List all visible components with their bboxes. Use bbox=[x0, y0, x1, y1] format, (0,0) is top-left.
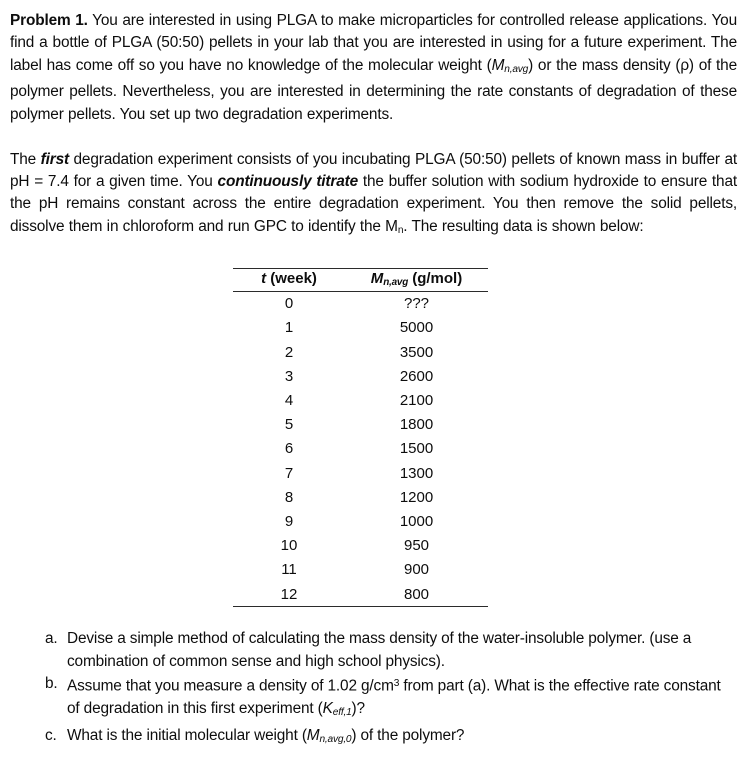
paragraph2-text-c: the buffer solution with sodium hydroxide to ensure that the pH remains constant across the entire degradation experiment. You then remove the solid pellets, dissolve them in chloroform and run GPC to identify the M bbox=[10, 173, 738, 235]
cell-molecular-weight: 1300 bbox=[399, 464, 434, 482]
question-b-superscript-cubed: 3 bbox=[393, 678, 400, 690]
table-row bbox=[233, 534, 488, 558]
cell-molecular-weight: 2600 bbox=[399, 367, 434, 385]
paragraph2-text-d: . The resulting data is shown below: bbox=[403, 217, 644, 235]
cell-molecular-weight: 3500 bbox=[399, 343, 434, 361]
problem-statement-paragraph bbox=[10, 10, 737, 126]
cell-time: 6 bbox=[284, 440, 294, 458]
paragraph1-symbol-mn-subscript: n,avg bbox=[504, 64, 529, 76]
question-c-symbol-mn: M bbox=[306, 726, 320, 744]
paragraph1-text-b: ) or the mass density (ρ) of the polymer pellets. Nevertheless, you are interested in determining the rate constants of degradation of these polymer pellets. You set up two degradation experiments. bbox=[10, 56, 737, 123]
question-text-b bbox=[67, 673, 737, 725]
table-header bbox=[233, 268, 488, 291]
question-c-text-b: ) of the polymer? bbox=[351, 726, 465, 744]
cell-molecular-weight: 800 bbox=[345, 582, 488, 607]
cell-molecular-weight: 950 bbox=[403, 537, 430, 555]
table-row bbox=[233, 461, 488, 485]
time-units: (week) bbox=[266, 270, 317, 288]
table-body bbox=[233, 291, 488, 607]
cell-time: 3 bbox=[284, 367, 294, 385]
cell-time: 0 bbox=[284, 295, 294, 313]
table-row bbox=[233, 437, 488, 461]
cell-time: 9 bbox=[284, 513, 294, 531]
table-row bbox=[233, 316, 488, 340]
question-b-symbol-keff-subscript: eff,1 bbox=[332, 707, 352, 719]
emphasis-first: first bbox=[40, 150, 69, 168]
cell-molecular-weight: 5000 bbox=[399, 319, 434, 337]
question-list bbox=[10, 628, 737, 751]
table-row bbox=[233, 413, 488, 437]
cell-molecular-weight: 1800 bbox=[399, 416, 434, 434]
cell-molecular-weight: 1200 bbox=[399, 488, 434, 506]
paragraph2-mn-subscript: n bbox=[397, 225, 404, 237]
question-text-a: Devise a simple method of calculating the mass density of the water-insoluble polymer. (use a combination of common sense and high school physics). bbox=[67, 630, 692, 670]
question-item-a bbox=[10, 628, 737, 673]
cell-time: 12 bbox=[233, 582, 345, 607]
question-b-symbol-keff: K bbox=[322, 700, 333, 718]
mn-symbol-subscript: n,avg bbox=[383, 276, 409, 288]
table-row bbox=[233, 340, 488, 364]
first-experiment-paragraph bbox=[10, 149, 737, 243]
question-b-text-b: from part (a). What is the effective rate constant of degradation in this first experiment ( bbox=[67, 677, 721, 718]
paragraph1-text-a: You are interested in using PLGA to make microparticles for controlled release applications. You find a bottle of PLGA (50:50) pellets in your lab that you are interested in using for a future experiment. The label has come off so you have no knowledge of the molecular weight ( bbox=[10, 12, 737, 74]
question-c-symbol-mn-subscript: n,avg,0 bbox=[319, 733, 352, 745]
cell-time: 7 bbox=[284, 464, 294, 482]
question-item-b bbox=[10, 673, 737, 725]
cell-molecular-weight: 2100 bbox=[399, 392, 434, 409]
question-marker-a: a. bbox=[45, 630, 58, 648]
cell-time: 10 bbox=[280, 537, 298, 555]
question-item-c bbox=[10, 725, 737, 752]
mn-symbol: M bbox=[370, 269, 384, 287]
cell-time: 11 bbox=[281, 561, 297, 579]
question-b-text-c: )? bbox=[351, 700, 365, 718]
problem-label: Problem 1. bbox=[10, 12, 88, 29]
question-c-text-a: What is the initial molecular weight ( bbox=[67, 726, 307, 744]
emphasis-continuously-titrate: continuously titrate bbox=[217, 173, 359, 191]
cell-time: 1 bbox=[284, 319, 294, 337]
table-row bbox=[233, 510, 488, 534]
table-header-row bbox=[233, 268, 488, 291]
table-row bbox=[233, 558, 488, 582]
cell-time: 8 bbox=[284, 488, 294, 506]
mn-units: (g/mol) bbox=[408, 269, 463, 287]
cell-molecular-weight: 1000 bbox=[399, 513, 434, 531]
cell-molecular-weight: 900 bbox=[403, 561, 430, 579]
question-text-c bbox=[67, 725, 737, 752]
table-row bbox=[233, 582, 488, 607]
question-b-text-a: Assume that you measure a density of 1.02 g/cm bbox=[67, 677, 394, 695]
cell-molecular-weight: ??? bbox=[403, 295, 430, 313]
cell-time: 2 bbox=[284, 343, 294, 361]
paragraph2-text-a: The bbox=[10, 150, 41, 168]
table-row bbox=[233, 485, 488, 509]
question-marker-b: b. bbox=[45, 675, 58, 693]
table-row bbox=[233, 389, 488, 413]
time-symbol: t bbox=[261, 270, 267, 288]
column-header-time bbox=[233, 268, 345, 291]
question-marker-c: c. bbox=[45, 726, 57, 744]
table-row bbox=[233, 364, 488, 388]
degradation-data-table-wrapper bbox=[10, 268, 737, 608]
paragraph1-symbol-mn: M bbox=[491, 56, 505, 74]
cell-time: 4 bbox=[284, 392, 294, 409]
table-row bbox=[233, 291, 488, 316]
cell-molecular-weight: 1500 bbox=[399, 440, 434, 458]
degradation-data-table bbox=[233, 268, 488, 608]
column-header-molecular-weight bbox=[345, 268, 488, 291]
paragraph2-text-b: degradation experiment consists of you incubating PLGA (50:50) pellets of known mass in buffer at pH = 7.4 for a given time. You bbox=[10, 150, 737, 191]
cell-time: 5 bbox=[284, 416, 294, 434]
